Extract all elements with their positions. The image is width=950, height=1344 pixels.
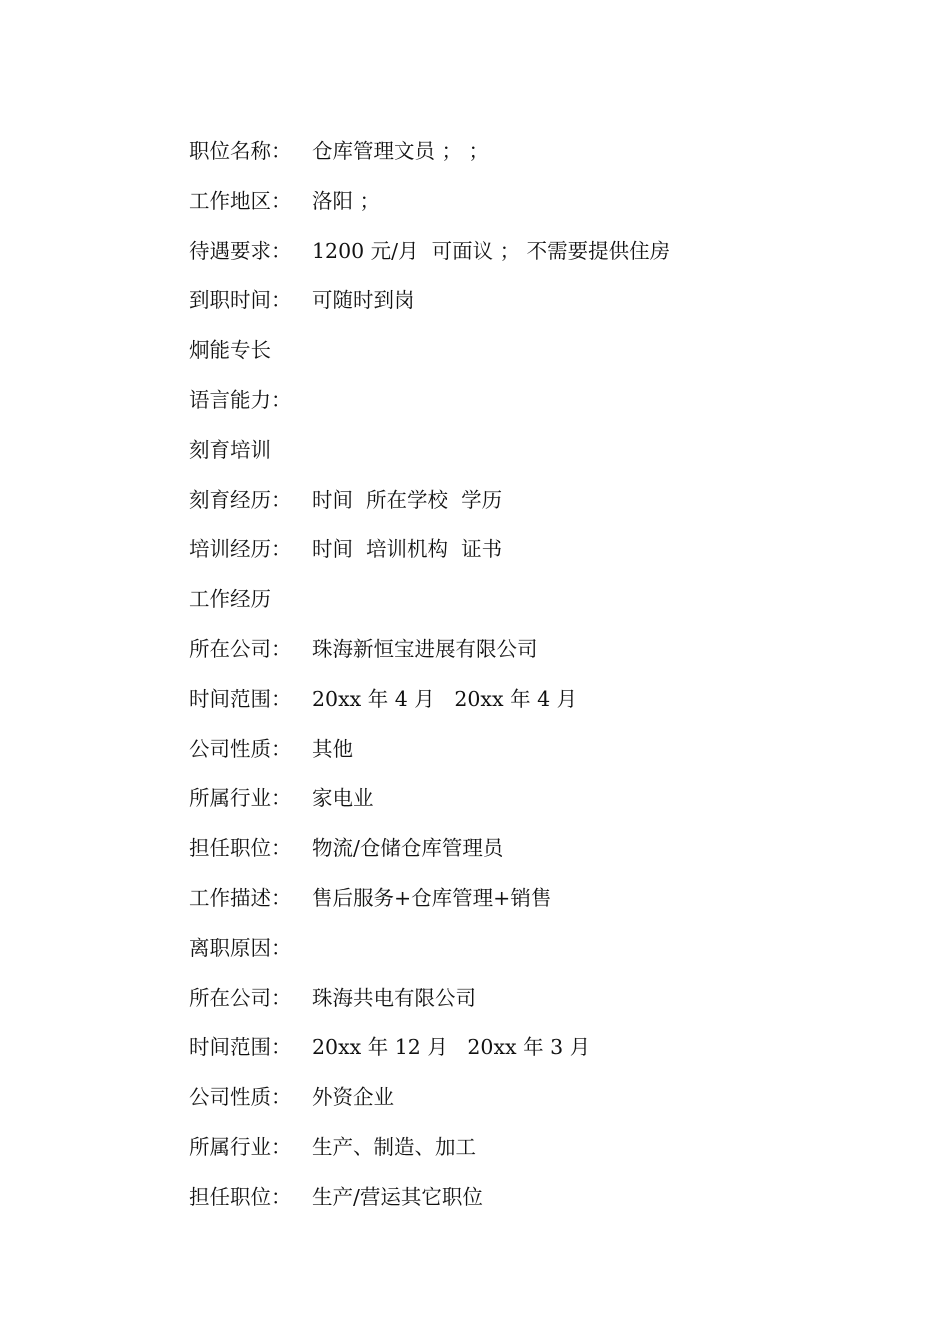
line-value: 仓库管理文员 ； ；: [312, 139, 490, 163]
line-label: 担任职位：: [189, 836, 292, 861]
line-label: 公司性质：: [189, 1085, 292, 1110]
section-heading: 炯能专长: [189, 338, 271, 363]
line-start-time: [189, 282, 889, 332]
section-work-experience: [189, 581, 889, 631]
line-value: 时间 所在学校 学历: [312, 487, 503, 512]
line-value: 生产/营运其它职位: [312, 1184, 483, 1209]
line-label: 所属行业：: [189, 786, 292, 811]
line-value: 生产、制造、加工: [312, 1134, 476, 1159]
line-training: [189, 531, 889, 581]
line-value: 家电业: [312, 786, 374, 811]
line-position-1: [189, 830, 889, 880]
line-job-description-1: [189, 880, 889, 930]
line-value: 物流/仓储仓库管理员: [312, 836, 504, 861]
line-label: 担任职位：: [189, 1184, 292, 1209]
line-label: 所在公司：: [189, 636, 292, 661]
line-company-1: [189, 631, 889, 681]
line-education: [189, 482, 889, 532]
line-label: 离职原因：: [189, 935, 292, 960]
line-industry-2: [189, 1129, 889, 1179]
line-value: 1200 元/月 可面议 ； 不需要提供住房: [312, 238, 671, 263]
section-skills: [189, 332, 889, 382]
line-company-type-1: [189, 731, 889, 781]
line-work-area: [189, 183, 889, 233]
line-value: 其他: [312, 736, 353, 761]
line-job-title: [189, 133, 889, 183]
line-company-type-2: [189, 1079, 889, 1129]
line-period-1: [189, 681, 889, 731]
line-label: 刻育经历：: [189, 487, 292, 512]
line-label: 时间范围：: [189, 686, 292, 711]
line-value: 外资企业: [312, 1085, 394, 1110]
line-label: 所属行业：: [189, 1134, 292, 1159]
line-label: 所在公司：: [189, 985, 292, 1010]
line-industry-1: [189, 780, 889, 830]
section-education-training: [189, 432, 889, 482]
line-period-2: [189, 1029, 889, 1079]
line-language: [189, 382, 889, 432]
line-label: 语言能力：: [189, 387, 292, 412]
line-salary: [189, 233, 889, 283]
line-value: 20xx 年 4 月 20xx 年 4 月: [312, 686, 578, 711]
line-leave-reason-1: [189, 930, 889, 980]
line-label: 工作描述：: [189, 885, 292, 910]
line-value: 珠海共电有限公司: [312, 985, 476, 1010]
line-label: 待遇要求：: [189, 238, 292, 263]
line-value: 珠海新恒宝进展有限公司: [312, 636, 538, 661]
line-position-2: [189, 1179, 889, 1229]
line-value: 可随时到岗: [312, 288, 415, 313]
line-label: 职位名称：: [189, 139, 292, 163]
line-company-2: [189, 980, 889, 1030]
line-label: 工作地区：: [189, 188, 292, 213]
section-heading: 刻育培训: [189, 437, 271, 462]
line-value: 洛阳 ；: [312, 188, 381, 213]
section-heading: 工作经历: [189, 587, 271, 612]
line-value: 时间 培训机构 证书: [312, 537, 503, 562]
line-label: 到职时间：: [189, 288, 292, 313]
line-label: 培训经历：: [189, 537, 292, 562]
line-value: 20xx 年 12 月 20xx 年 3 月: [312, 1035, 591, 1060]
line-label: 公司性质：: [189, 736, 292, 761]
resume-lines: [189, 133, 889, 1229]
line-value: 售后服务+仓库管理+销售: [312, 885, 552, 910]
line-label: 时间范围：: [189, 1035, 292, 1060]
